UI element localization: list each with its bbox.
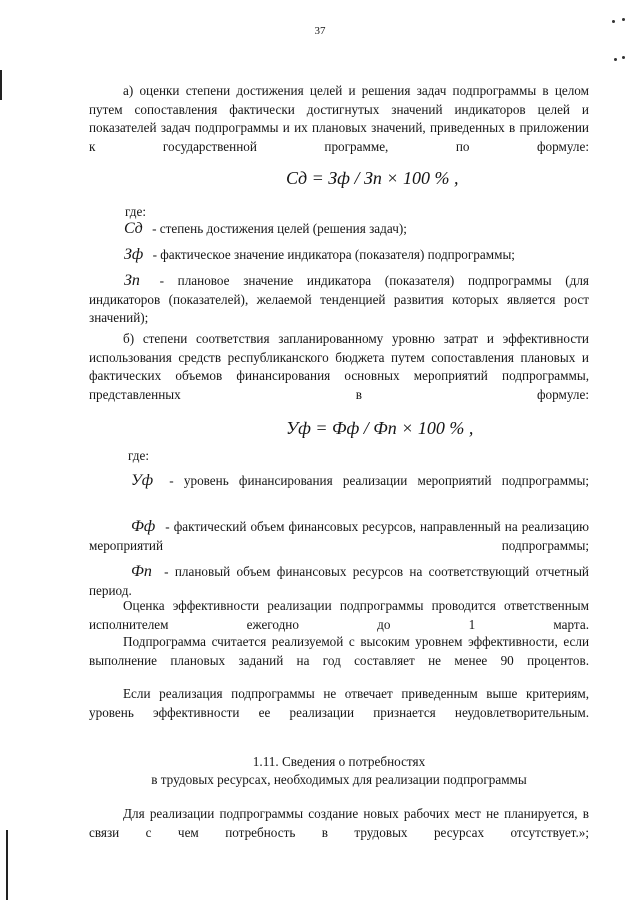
formula-financing: Уф = Фф / Фп × 100 % , xyxy=(286,418,474,438)
definition-cd-text: - степень достижения целей (решения задач); xyxy=(148,221,407,236)
definition-cd xyxy=(124,220,589,239)
symbol-fp: Фп xyxy=(131,563,152,580)
paragraph-a: а) оценки степени достижения целей и решения задач подпрограммы в целом путем сопоставления фактически достигнутых значений индикаторов целей и показателей задач подпрограммы и их плановых значений, приведенных в приложении к государственной программе, по формуле: xyxy=(89,83,589,154)
definition-zf xyxy=(124,246,589,265)
scan-dot xyxy=(612,20,615,23)
paragraph-final: Для реализации подпрограммы создание новых рабочих мест не планируется, в связи с чем потребность в трудовых ресурсах отсутствует.»; xyxy=(89,806,589,840)
paragraph-b: б) степени соответствия запланированному уровню затрат и эффективности использования средств республиканского бюджета путем сопоставления плановых и фактических объемов финансирования основных мероприятий подпрограммы, представленных в формуле: xyxy=(89,331,589,402)
definition-zp-text: - плановое значение индикатора (показателя) подпрограммы (для индикаторов (показателей), желаемой тенденцией развития которых является рост значений); xyxy=(89,273,589,325)
definition-fp xyxy=(89,563,589,600)
scan-mark-left-bottom xyxy=(6,830,8,900)
symbol-cd: Сд xyxy=(124,220,143,237)
symbol-zf: Зф xyxy=(124,246,144,263)
definition-ff-text: - фактический объем финансовых ресурсов, направленный на реализацию мероприятий подпрограммы; xyxy=(89,519,589,553)
definition-zf-text: - фактическое значение индикатора (показателя) подпрограммы; xyxy=(149,247,515,262)
paragraph-unsatisfactory: Если реализация подпрограммы не отвечает приведенным выше критериям, уровень эффективности ее реализации признается неудовлетворительным. xyxy=(89,686,589,720)
symbol-ff: Фф xyxy=(131,518,156,535)
paragraph-high-efficiency: Подпрограмма считается реализуемой с высоким уровнем эффективности, если выполнение плановых заданий на год составляет не менее 90 процентов. xyxy=(89,634,589,668)
where-label-2: где: xyxy=(128,448,149,463)
symbol-uf: Уф xyxy=(131,472,154,489)
scan-dot xyxy=(614,58,617,61)
scan-mark-left-top xyxy=(0,70,2,100)
paragraph-assessment: Оценка эффективности реализации подпрограммы проводится ответственным исполнителем ежегодно до 1 марта. xyxy=(89,598,589,632)
symbol-zp: Зп xyxy=(124,272,140,289)
scan-dot xyxy=(622,18,625,21)
scan-dot xyxy=(622,56,625,59)
definition-zp xyxy=(89,272,589,328)
where-label-1: где: xyxy=(125,204,146,219)
definition-uf-text: - уровень финансирования реализации мероприятий подпрограммы; xyxy=(159,473,589,488)
section-heading-line2: в трудовых ресурсах, необходимых для реализации подпрограммы xyxy=(151,772,527,787)
definition-uf xyxy=(89,472,589,491)
page-number: 37 xyxy=(314,25,326,37)
formula-achievement: Сд = Зф / Зп × 100 % , xyxy=(286,168,459,188)
definition-fp-text: - плановый объем финансовых ресурсов на соответствующий отчетный период. xyxy=(89,564,589,598)
definition-ff xyxy=(89,518,589,555)
section-heading-line1: 1.11. Сведения о потребностях xyxy=(252,754,426,769)
